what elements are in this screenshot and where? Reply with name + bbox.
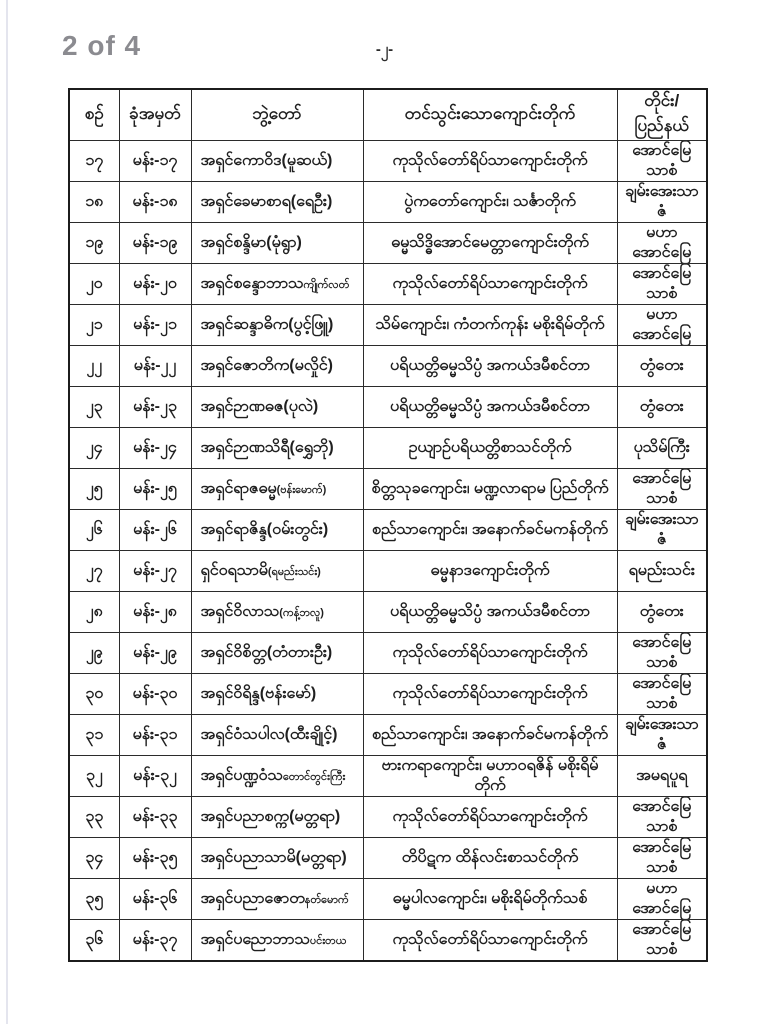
monk-hometown-note: (မူဆယ်) [281, 152, 333, 169]
monk-name: အရှင်ရာဇိန္ဒ [200, 521, 267, 538]
monk-name: အရှင်ဉာဏသိရီ [200, 439, 290, 456]
monastery-cell: စည်သာကျောင်း၊ အနောက်ခင်မကန်တိုက် [363, 715, 617, 756]
monk-name: အရှင်ပညာသာမိ [200, 849, 296, 866]
monk-hometown-note: (ရွှေဘို) [289, 439, 334, 456]
name-cell [191, 756, 363, 797]
roll-number-cell: မန်း-၂၁ [119, 305, 191, 346]
roll-number-cell: မန်း-၃၁ [119, 715, 191, 756]
monk-hometown-note: (တံတားဦး) [266, 644, 333, 661]
monk-name: အရှင်ဝံသပါလ [200, 726, 285, 743]
table-row [69, 920, 707, 962]
monastery-cell: စိတ္တသုခကျောင်း၊ မဏ္ဍလာရာမ ပြည်တိုက် [363, 469, 617, 510]
monastery-cell: ဓမ္မနာဒကျောင်းတိုက် [363, 551, 617, 592]
serial-cell: ၃၄ [69, 838, 119, 879]
name-cell [191, 551, 363, 592]
table-row [69, 879, 707, 920]
serial-cell: ၃၀ [69, 674, 119, 715]
table-row [69, 346, 707, 387]
table-row [69, 797, 707, 838]
table-row [69, 674, 707, 715]
name-cell [191, 346, 363, 387]
name-cell [191, 674, 363, 715]
page-number-burmese: -၂- [375, 41, 394, 58]
monk-hometown-note: (ပွင့်ဖြူ) [288, 316, 334, 333]
roll-number-cell: မန်း-၁၉ [119, 223, 191, 264]
monk-hometown-note: ကျိုက်လတ် [303, 279, 350, 291]
region-cell: မဟာအောင်မြေ [617, 879, 707, 920]
col-header-title-name: ဘွဲ့တော် [191, 89, 363, 141]
serial-cell: ၂၉ [69, 633, 119, 674]
monk-hometown-note: (ဗန်းမော်) [259, 685, 317, 702]
region-cell: မဟာအောင်မြေ [617, 305, 707, 346]
name-cell [191, 264, 363, 305]
monk-name: အရှင်ဝိစိတ္တ [200, 644, 267, 661]
monk-hometown-note: (မလှိုင်) [289, 357, 333, 374]
monastery-cell: ဓမ္မသိဒ္ဓိအောင်မေတ္တာကျောင်းတိုက် [363, 223, 617, 264]
roll-number-cell: မန်း-၃၅ [119, 838, 191, 879]
monk-hometown-note: (မတ္တရာ) [289, 808, 341, 825]
name-cell [191, 633, 363, 674]
region-cell: မဟာအောင်မြေ [617, 223, 707, 264]
monastery-cell: ပရိယတ္တိဓမ္မသိပ္ပံ အကယ်ဒမီစင်တာ [363, 346, 617, 387]
monk-name: အရှင်ရာဇဓမ္မ [200, 480, 277, 497]
table-row [69, 715, 707, 756]
monk-hometown-note: ပင်းတယ [309, 935, 347, 947]
roll-number-cell: မန်း-၂၆ [119, 510, 191, 551]
table-row [69, 633, 707, 674]
header-row [69, 89, 707, 141]
serial-cell: ၂၄ [69, 428, 119, 469]
table-row [69, 387, 707, 428]
region-cell: ချမ်းအေးသာဇံ [617, 182, 707, 223]
roll-number-cell: မန်း-၂၀ [119, 264, 191, 305]
monk-name: ရှင်ဝရသာမိ [200, 562, 268, 579]
roll-number-cell: မန်း-၃၀ [119, 674, 191, 715]
monk-hometown-note: (ကန့်ဘလူ) [279, 607, 324, 619]
table-row [69, 141, 707, 182]
table-row [69, 756, 707, 797]
region-cell: အောင်မြေသာစံ [617, 469, 707, 510]
name-cell [191, 469, 363, 510]
region-cell: ချမ်းအေးသာဇံ [617, 715, 707, 756]
monk-hometown-note: (ရေဦး) [290, 193, 333, 210]
table-row [69, 838, 707, 879]
serial-cell: ၁၇ [69, 141, 119, 182]
region-cell: ချမ်းအေးသာဇံ [617, 510, 707, 551]
monks-registration-table [68, 88, 708, 962]
monastery-cell: ပရိယတ္တိဓမ္မသိပ္ပံ အကယ်ဒမီစင်တာ [363, 592, 617, 633]
serial-cell: ၃၆ [69, 920, 119, 962]
roll-number-cell: မန်း-၂၅ [119, 469, 191, 510]
roll-number-cell: မန်း-၁၇ [119, 141, 191, 182]
monk-name: အရှင်ဝိလာသ [200, 603, 280, 620]
region-cell: ပုသိမ်ကြီး [617, 428, 707, 469]
monk-hometown-note: (ထီးချိုင့်) [284, 726, 338, 743]
serial-cell: ၂၅ [69, 469, 119, 510]
table-row [69, 510, 707, 551]
monastery-cell: ကုသိုလ်တော်ရိပ်သာကျောင်းတိုက် [363, 674, 617, 715]
name-cell [191, 715, 363, 756]
table-row [69, 592, 707, 633]
col-header-roll-number: ခုံအမှတ် [119, 89, 191, 141]
roll-number-cell: မန်း-၂၈ [119, 592, 191, 633]
monk-name: အရှင်ဉာဏဓဇ [200, 398, 284, 415]
name-cell [191, 428, 363, 469]
monk-name: အရှင်ပညာဇောတ [200, 890, 305, 907]
roll-number-cell: မန်း-၂၂ [119, 346, 191, 387]
serial-cell: ၂၆ [69, 510, 119, 551]
scan-edge-artifact [6, 0, 8, 1024]
region-cell: ရမည်းသင်း [617, 551, 707, 592]
monk-name: အရှင်ပဏ္ဍဝံသ [200, 767, 283, 784]
region-cell: အောင်မြေသာစံ [617, 674, 707, 715]
monk-name: အရှင်ဝိရိန္ဒ [200, 685, 260, 702]
monk-name: အရှင်ပညာစက္က [200, 808, 290, 825]
serial-cell: ၁၈ [69, 182, 119, 223]
monastery-cell: ကုသိုလ်တော်ရိပ်သာကျောင်းတိုက် [363, 920, 617, 962]
name-cell [191, 223, 363, 264]
monk-name: အရှင်ပညောဘာသ [200, 931, 310, 948]
roll-number-cell: မန်း-၃၆ [119, 879, 191, 920]
monastery-cell: စည်သာကျောင်း၊ အနောက်ခင်မကန်တိုက် [363, 510, 617, 551]
monastery-cell: ပွဲကတော်ကျောင်း၊ သင်္ဇာတိုက် [363, 182, 617, 223]
serial-cell: ၃၅ [69, 879, 119, 920]
page-indicator: 2 of 4 [62, 30, 142, 61]
monastery-cell: သိမ်ကျောင်း၊ ကံတက်ကုန်း မစိုးရိမ်တိုက် [363, 305, 617, 346]
region-cell: တွံတေး [617, 346, 707, 387]
monk-hometown-note: နတ်မောက် [304, 894, 349, 906]
monk-hometown-note: (ရမည်းသင်း) [267, 566, 321, 578]
col-header-serial: စဉ် [69, 89, 119, 141]
serial-cell: ၂၃ [69, 387, 119, 428]
name-cell [191, 879, 363, 920]
monastery-cell: တိပိဋက ထိန်လင်းစာသင်တိုက် [363, 838, 617, 879]
monk-name: အရှင်ခေမာစာရ [200, 193, 291, 210]
table-row [69, 469, 707, 510]
serial-cell: ၁၉ [69, 223, 119, 264]
monk-hometown-note: တောင်တွင်းကြီး [282, 771, 346, 783]
serial-cell: ၃၂ [69, 756, 119, 797]
region-cell: အောင်မြေသာစံ [617, 838, 707, 879]
serial-cell: ၂၈ [69, 592, 119, 633]
region-cell: အောင်မြေသာစံ [617, 920, 707, 962]
name-cell [191, 797, 363, 838]
roll-number-cell: မန်း-၃၂ [119, 756, 191, 797]
name-cell [191, 592, 363, 633]
monastery-cell: ကုသိုလ်တော်ရိပ်သာကျောင်းတိုက် [363, 797, 617, 838]
region-cell: တွံတေး [617, 387, 707, 428]
table-body [69, 141, 707, 962]
monk-name: အရှင်ဆန္ဒာဓိက [200, 316, 289, 333]
roll-number-cell: မန်း-၂၄ [119, 428, 191, 469]
serial-cell: ၂၁ [69, 305, 119, 346]
roll-number-cell: မန်း-၂၇ [119, 551, 191, 592]
table-row [69, 305, 707, 346]
table-row [69, 551, 707, 592]
region-cell: အောင်မြေသာစံ [617, 797, 707, 838]
serial-cell: ၃၃ [69, 797, 119, 838]
name-cell [191, 182, 363, 223]
monk-hometown-note: (ဝမ်းတွင်း) [266, 521, 329, 538]
monk-hometown-note: (ပုလဲ) [283, 398, 319, 415]
region-cell: အောင်မြေသာစံ [617, 633, 707, 674]
monk-name: အရှင်ဇောတိက [200, 357, 290, 374]
region-cell: အမရပူရ [617, 756, 707, 797]
region-cell: တွံတေး [617, 592, 707, 633]
region-cell: အောင်မြေသာစံ [617, 264, 707, 305]
monastery-cell: ပရိယတ္တိဓမ္မသိပ္ပံ အကယ်ဒမီစင်တာ [363, 387, 617, 428]
monastery-cell: ဥယျာဉ်ပရိယတ္တိစာသင်တိုက် [363, 428, 617, 469]
name-cell [191, 920, 363, 962]
monk-hometown-note: (မုံရွာ) [266, 234, 302, 251]
name-cell [191, 305, 363, 346]
roll-number-cell: မန်း-၂၉ [119, 633, 191, 674]
name-cell [191, 510, 363, 551]
roll-number-cell: မန်း-၃၇ [119, 920, 191, 962]
serial-cell: ၂၀ [69, 264, 119, 305]
monastery-cell: ကုသိုလ်တော်ရိပ်သာကျောင်းတိုက် [363, 264, 617, 305]
table-row [69, 182, 707, 223]
table-row [69, 223, 707, 264]
serial-cell: ၂၂ [69, 346, 119, 387]
monk-name: အရှင်စန္ဒိမာ [200, 234, 267, 251]
col-header-region-state: တိုင်း/ပြည်နယ် [617, 89, 707, 141]
roll-number-cell: မန်း-၁၈ [119, 182, 191, 223]
monk-name: အရှင်ကောဝိဒ [200, 152, 282, 169]
serial-cell: ၃၁ [69, 715, 119, 756]
table-row [69, 264, 707, 305]
serial-cell: ၂၇ [69, 551, 119, 592]
monk-name: အရှင်စန္ဒောဘာသ [200, 275, 304, 292]
monastery-cell: ကုသိုလ်တော်ရိပ်သာကျောင်းတိုက် [363, 633, 617, 674]
monk-hometown-note: (မတ္တရာ) [295, 849, 347, 866]
name-cell [191, 387, 363, 428]
roll-number-cell: မန်း-၃၃ [119, 797, 191, 838]
region-cell: အောင်မြေသာစံ [617, 141, 707, 182]
monastery-cell: ကုသိုလ်တော်ရိပ်သာကျောင်းတိုက် [363, 141, 617, 182]
name-cell [191, 838, 363, 879]
col-header-monastery: တင်သွင်းသောကျောင်းတိုက် [363, 89, 617, 141]
monastery-cell: ဗားကရာကျောင်း၊ မဟာဝရဇိန် မစိုးရိမ်တိုက် [363, 756, 617, 797]
monk-hometown-note: (ဗန်းမောက်) [276, 484, 327, 496]
name-cell [191, 141, 363, 182]
table-row [69, 428, 707, 469]
monastery-cell: ဓမ္မပါလကျောင်း၊ မစိုးရိမ်တိုက်သစ် [363, 879, 617, 920]
roll-number-cell: မန်း-၂၃ [119, 387, 191, 428]
